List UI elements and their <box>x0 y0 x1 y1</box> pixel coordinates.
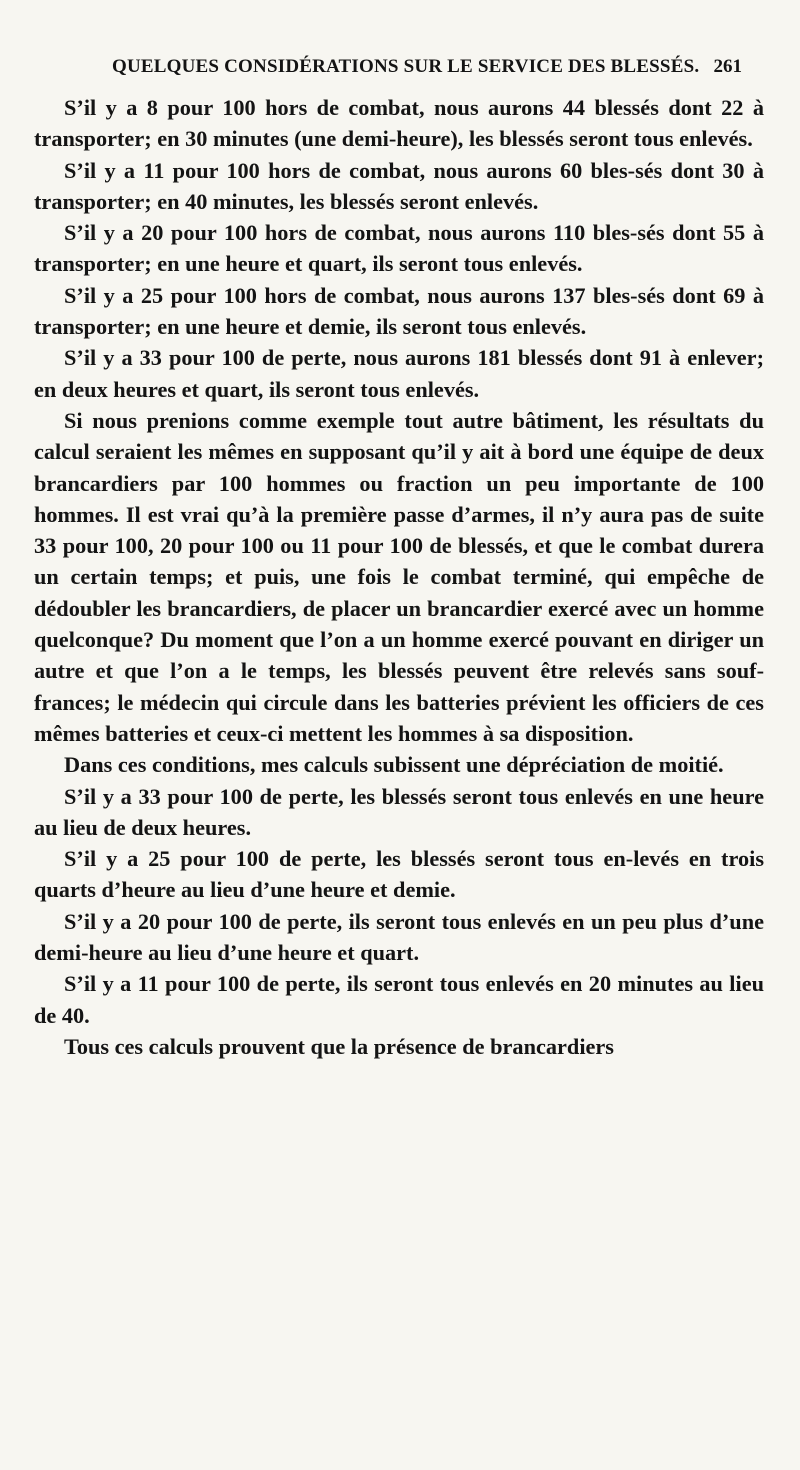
paragraph-10: S’il y a 20 pour 100 de perte, ils seront tous enlevés en un peu plus d’une demi-heure au lieu d’une heure et quart. <box>34 908 764 966</box>
paragraph-6: Si nous prenions comme exemple tout autre bâtiment, les résultats du calcul seraient les mêmes en supposant qu’il y ait à bord une équipe de deux brancardiers par 100 hommes ou fraction un peu importante de 100 hommes. Il est vrai qu’à la première passe d’armes, il n’y aura pas de suite 33 pour 100, 20 pour 100 ou 11 pour 100 de blessés, et que le combat durera un certain temps; et puis, une fois le combat terminé, qui empêche de dédoubler les brancardiers, de placer un brancardier exercé avec un homme quelconque? Du moment que l’on a un homme exercé pouvant en diriger un autre et que l’on a le temps, les blessés peuvent être relevés sans souf-frances; le médecin qui circule dans les batteries prévient les officiers de ces mêmes batteries et ceux-ci mettent les hommes à sa disposition. <box>34 407 764 746</box>
paragraph-3: S’il y a 20 pour 100 hors de combat, nous aurons 110 bles-sés dont 55 à transporter; en une heure et quart, ils seront tous enlevés. <box>34 220 764 277</box>
paragraph-1: S’il y a 8 pour 100 hors de combat, nous aurons 44 blessés dont 22 à transporter; en 30 minutes (une demi-heure), les blessés seront tous enlevés. <box>34 95 764 152</box>
paragraph-12: Tous ces calculs prouvent que la présence de brancardiers <box>64 1033 614 1059</box>
body-text <box>34 92 764 1062</box>
paragraph-7: Dans ces conditions, mes calculs subissent une dépréciation de moitié. <box>64 752 724 778</box>
paragraph-11: S’il y a 11 pour 100 de perte, ils seront tous enlevés en 20 minutes au lieu de 40. <box>34 971 764 1028</box>
running-head <box>112 56 742 86</box>
paragraph-4: S’il y a 25 pour 100 hors de combat, nous aurons 137 bles-sés dont 69 à transporter; en une heure et demie, ils seront tous enlevés. <box>34 282 764 340</box>
paragraph-8: S’il y a 33 pour 100 de perte, les blessés seront tous enlevés en une heure au lieu de deux heures. <box>34 783 764 840</box>
paragraph-2: S’il y a 11 pour 100 hors de combat, nous aurons 60 bles-sés dont 30 à transporter; en 40 minutes, les blessés seront enlevés. <box>34 157 764 214</box>
paragraph-9: S’il y a 25 pour 100 de perte, les blessés seront tous en-levés en trois quarts d’heure au lieu d’une heure et demie. <box>34 846 764 903</box>
page-number: 261 <box>713 56 742 77</box>
paragraph-5: S’il y a 33 pour 100 de perte, nous aurons 181 blessés dont 91 à enlever; en deux heures et quart, ils seront tous enlevés. <box>34 345 764 402</box>
running-title: QUELQUES CONSIDÉRATIONS SUR LE SERVICE DES BLESSÉS. <box>112 56 700 77</box>
